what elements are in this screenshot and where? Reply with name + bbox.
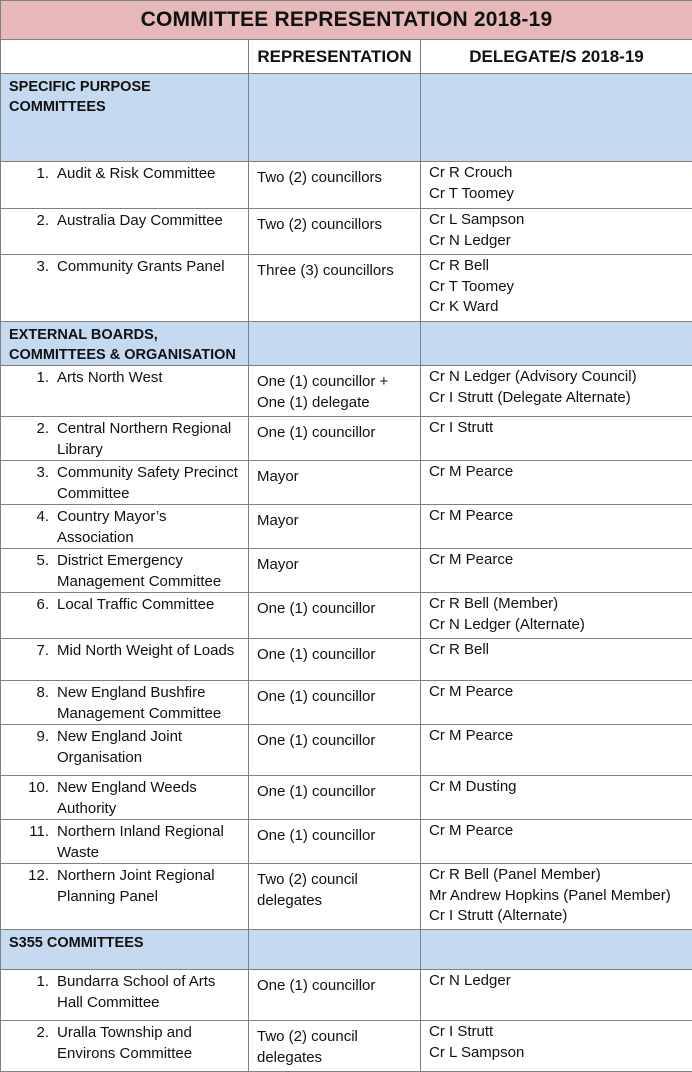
delegates-cell bbox=[421, 1021, 692, 1072]
delegate-name: Cr R Crouch bbox=[429, 163, 692, 184]
section-delegates-blank bbox=[421, 322, 692, 366]
representation-cell: Two (2) councillors bbox=[249, 162, 421, 209]
representation-cell: One (1) councillor bbox=[249, 417, 421, 461]
committee-cell bbox=[1, 681, 249, 725]
table-row bbox=[1, 776, 692, 820]
representation-cell: One (1) councillor bbox=[249, 820, 421, 864]
delegates-cell bbox=[421, 505, 692, 549]
delegate-name: Cr M Pearce bbox=[429, 506, 692, 527]
committee-name: Central Northern Regional Library bbox=[57, 419, 248, 460]
section-label: S355 COMMITTEES bbox=[1, 930, 249, 970]
table-row bbox=[1, 366, 692, 417]
committee-cell bbox=[1, 639, 249, 681]
table-row bbox=[1, 255, 692, 322]
item-number: 9. bbox=[1, 727, 57, 768]
table-row bbox=[1, 593, 692, 639]
table-row bbox=[1, 505, 692, 549]
delegates-cell bbox=[421, 725, 692, 776]
delegate-name: Cr N Ledger (Advisory Council) bbox=[429, 367, 692, 388]
committee-cell bbox=[1, 970, 249, 1021]
item-number: 2. bbox=[1, 211, 57, 232]
committee-cell bbox=[1, 1021, 249, 1072]
item-number: 3. bbox=[1, 257, 57, 278]
committee-entry bbox=[1, 162, 248, 185]
representation-cell: Mayor bbox=[249, 461, 421, 505]
delegate-name: Mr Andrew Hopkins (Panel Member) bbox=[429, 886, 692, 907]
committee-cell bbox=[1, 505, 249, 549]
representation-cell: One (1) councillor bbox=[249, 970, 421, 1021]
committee-entry bbox=[1, 593, 248, 616]
header-delegates: DELEGATE/S 2018-19 bbox=[421, 40, 692, 74]
committee-entry bbox=[1, 461, 248, 504]
committee-name: Northern Inland Regional Waste bbox=[57, 822, 248, 863]
committee-entry bbox=[1, 681, 248, 724]
delegates-cell bbox=[421, 820, 692, 864]
item-number: 2. bbox=[1, 419, 57, 460]
delegate-name: Cr M Pearce bbox=[429, 726, 692, 747]
item-number: 1. bbox=[1, 972, 57, 1013]
committee-cell bbox=[1, 461, 249, 505]
delegates-cell bbox=[421, 776, 692, 820]
section-representation-blank bbox=[249, 322, 421, 366]
delegate-name: Cr M Dusting bbox=[429, 777, 692, 798]
item-number: 4. bbox=[1, 507, 57, 548]
header-row bbox=[1, 40, 692, 74]
table-row bbox=[1, 864, 692, 930]
table-row bbox=[1, 209, 692, 255]
table-row bbox=[1, 725, 692, 776]
delegate-name: Cr N Ledger bbox=[429, 231, 692, 252]
committee-name: New England Weeds Authority bbox=[57, 778, 248, 819]
table-row bbox=[1, 1021, 692, 1072]
section-label: SPECIFIC PURPOSE COMMITTEES bbox=[1, 74, 249, 162]
committee-entry bbox=[1, 505, 248, 548]
delegate-name: Cr R Bell bbox=[429, 256, 692, 277]
section-representation-blank bbox=[249, 930, 421, 970]
committee-name: Local Traffic Committee bbox=[57, 595, 248, 616]
committee-cell bbox=[1, 725, 249, 776]
representation-cell: Mayor bbox=[249, 505, 421, 549]
header-representation: REPRESENTATION bbox=[249, 40, 421, 74]
committee-entry bbox=[1, 1021, 248, 1064]
committee-name: Audit & Risk Committee bbox=[57, 164, 248, 185]
committee-name: Northern Joint Regional Planning Panel bbox=[57, 866, 248, 907]
item-number: 8. bbox=[1, 683, 57, 724]
delegate-name: Cr M Pearce bbox=[429, 682, 692, 703]
table-row bbox=[1, 970, 692, 1021]
delegates-cell bbox=[421, 255, 692, 322]
delegate-name: Cr I Strutt bbox=[429, 1022, 692, 1043]
delegate-name: Cr I Strutt (Delegate Alternate) bbox=[429, 388, 692, 409]
delegate-name: Cr N Ledger bbox=[429, 971, 692, 992]
committee-entry bbox=[1, 820, 248, 863]
table-row bbox=[1, 820, 692, 864]
title-row bbox=[1, 1, 692, 40]
delegate-name: Cr N Ledger (Alternate) bbox=[429, 615, 692, 636]
item-number: 1. bbox=[1, 164, 57, 185]
item-number: 6. bbox=[1, 595, 57, 616]
representation-cell: One (1) councillor bbox=[249, 681, 421, 725]
section-row bbox=[1, 930, 692, 970]
section-representation-blank bbox=[249, 74, 421, 162]
delegate-name: Cr R Bell bbox=[429, 640, 692, 661]
committee-name: Community Safety Precinct Committee bbox=[57, 463, 248, 504]
table-row bbox=[1, 162, 692, 209]
committee-cell bbox=[1, 209, 249, 255]
representation-cell: One (1) councillor bbox=[249, 725, 421, 776]
delegate-name: Cr M Pearce bbox=[429, 550, 692, 571]
table-title: COMMITTEE REPRESENTATION 2018-19 bbox=[1, 1, 692, 40]
item-number: 10. bbox=[1, 778, 57, 819]
committee-entry bbox=[1, 366, 248, 389]
committee-name: New England Joint Organisation bbox=[57, 727, 248, 768]
committee-name: New England Bushfire Management Committee bbox=[57, 683, 248, 724]
item-number: 7. bbox=[1, 641, 57, 662]
table-row bbox=[1, 417, 692, 461]
committee-entry bbox=[1, 725, 248, 768]
delegates-cell bbox=[421, 417, 692, 461]
table-row bbox=[1, 681, 692, 725]
representation-cell: Two (2) councillors bbox=[249, 209, 421, 255]
committee-cell bbox=[1, 776, 249, 820]
table-row bbox=[1, 461, 692, 505]
delegate-name: Cr T Toomey bbox=[429, 184, 692, 205]
delegate-name: Cr M Pearce bbox=[429, 462, 692, 483]
delegate-name: Cr R Bell (Panel Member) bbox=[429, 865, 692, 886]
item-number: 5. bbox=[1, 551, 57, 592]
committee-cell bbox=[1, 593, 249, 639]
item-number: 1. bbox=[1, 368, 57, 389]
committee-entry bbox=[1, 549, 248, 592]
representation-cell: One (1) councillor bbox=[249, 639, 421, 681]
representation-cell: Mayor bbox=[249, 549, 421, 593]
delegates-cell bbox=[421, 549, 692, 593]
section-delegates-blank bbox=[421, 930, 692, 970]
representation-cell: One (1) councillor bbox=[249, 776, 421, 820]
item-number: 11. bbox=[1, 822, 57, 863]
section-delegates-blank bbox=[421, 74, 692, 162]
table-row bbox=[1, 549, 692, 593]
delegates-cell bbox=[421, 162, 692, 209]
delegate-name: Cr R Bell (Member) bbox=[429, 594, 692, 615]
item-number: 12. bbox=[1, 866, 57, 907]
committee-name: Mid North Weight of Loads bbox=[57, 641, 248, 662]
delegates-cell bbox=[421, 681, 692, 725]
delegate-name: Cr L Sampson bbox=[429, 210, 692, 231]
committee-cell bbox=[1, 864, 249, 930]
delegates-cell bbox=[421, 864, 692, 930]
committee-entry bbox=[1, 639, 248, 662]
committee-cell bbox=[1, 366, 249, 417]
delegates-cell bbox=[421, 209, 692, 255]
committee-name: Uralla Township and Environs Committee bbox=[57, 1023, 248, 1064]
delegates-cell bbox=[421, 461, 692, 505]
committee-entry bbox=[1, 864, 248, 907]
committee-name: Country Mayor’s Association bbox=[57, 507, 248, 548]
delegate-name: Cr M Pearce bbox=[429, 821, 692, 842]
section-row bbox=[1, 322, 692, 366]
representation-cell: One (1) councillor + One (1) delegate bbox=[249, 366, 421, 417]
item-number: 2. bbox=[1, 1023, 57, 1064]
representation-cell: Two (2) council delegates bbox=[249, 864, 421, 930]
delegate-name: Cr T Toomey bbox=[429, 277, 692, 298]
committee-cell bbox=[1, 820, 249, 864]
delegates-cell bbox=[421, 970, 692, 1021]
delegates-cell bbox=[421, 593, 692, 639]
committee-cell bbox=[1, 417, 249, 461]
item-number: 3. bbox=[1, 463, 57, 504]
representation-cell: Two (2) council delegates bbox=[249, 1021, 421, 1072]
committee-entry bbox=[1, 970, 248, 1013]
committee-name: Australia Day Committee bbox=[57, 211, 248, 232]
committee-name: District Emergency Management Committee bbox=[57, 551, 248, 592]
delegate-name: Cr L Sampson bbox=[429, 1043, 692, 1064]
committee-cell bbox=[1, 255, 249, 322]
header-name bbox=[1, 40, 249, 74]
committee-entry bbox=[1, 209, 248, 232]
table-row bbox=[1, 639, 692, 681]
delegates-cell bbox=[421, 639, 692, 681]
representation-cell: One (1) councillor bbox=[249, 593, 421, 639]
delegate-name: Cr K Ward bbox=[429, 297, 692, 318]
committee-name: Arts North West bbox=[57, 368, 248, 389]
committee-entry bbox=[1, 417, 248, 460]
committee-entry bbox=[1, 255, 248, 278]
committee-name: Community Grants Panel bbox=[57, 257, 248, 278]
section-row bbox=[1, 74, 692, 162]
committee-cell bbox=[1, 162, 249, 209]
representation-cell: Three (3) councillors bbox=[249, 255, 421, 322]
delegate-name: Cr I Strutt bbox=[429, 418, 692, 439]
committee-cell bbox=[1, 549, 249, 593]
committee-entry bbox=[1, 776, 248, 819]
delegate-name: Cr I Strutt (Alternate) bbox=[429, 906, 692, 927]
section-label: EXTERNAL BOARDS, COMMITTEES & ORGANISATION bbox=[1, 322, 249, 366]
delegates-cell bbox=[421, 366, 692, 417]
committee-name: Bundarra School of Arts Hall Committee bbox=[57, 972, 248, 1013]
